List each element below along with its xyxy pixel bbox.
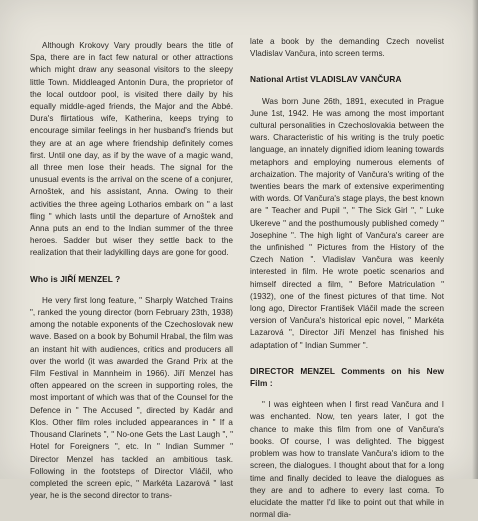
page-edge-shadow [472,0,478,479]
left-column [30,40,233,502]
section-heading-menzel: Who is JIŘÍ MENZEL ? [30,273,121,284]
vancura-bio-paragraph: Was born June 26th, 1891, executed in Prague June 1st, 1942. He was among the most important cultural personalities in Czechoslovakia between the wars. Characteristic of his writing is the truly poetic language, an innately dignified idiom leaning towards metaphors and employing numerous elements of archaization. The majority of Vančura's writing of the twenties bears the mark of extensive experimenting with words. Of Vančura's stage plays, the best known are " Teacher and Pupil ", " The Sick Girl ", " Luke Ukereve " and the posthumously published comedy " Josephine ". The high light of Vančura's career are the unfinished " Pictures from the History of the Czech Nation ". Vladislav Vančura was keenly interested in film. He wrote poetic scenarios and himself directed a film, " Before Matriculation " (1932), one of the finest pictures of that time. Not long ago, Director František Vláčil made the screen version of Vančura's historical epic novel, " Markéta Lazarová ", Director Jiří Menzel has finished his adaptation of " Indian Summer ". [250,96,444,350]
director-comments-paragraph: " I was eighteen when I first read Vančura and I was enchanted. Now, ten years later, I got the chance to make this film from one of Vančura's books. Of course, I was delighted. The biggest problem was how to translate Vančura's idiom to the screen, the dialogues. I thought about that for a long time and finally decided to leave the dialogues as they are and to adhere to every last coma. To elucidate the matter I'd like to point out that while in normal dia- [250,400,444,520]
continued-paragraph: late a book by the demanding Czech novelist Vladislav Vančura, into screen terms. [250,37,444,59]
right-column [250,36,444,521]
section-heading-comments: DIRECTOR MENZEL Comments on his New Film : [250,365,444,389]
section-heading-vancura: National Artist VLADISLAV VANČURA [250,74,402,85]
menzel-bio-paragraph: He very first long feature, " Sharply Watched Trains ", ranked the young director (born February 23th, 1938) among the notable exponents of the Czechoslovak new wave. Based on a book by Bohumil Hrabal, the film was an instant hit with audiences, critics and producers all over the world (it was awarded the Grand Prix at the Film Festival in Mannheim in 1966). Jiří Menzel has often appeared on the screen in supporting roles, the most important of which was that of the Counsel for the Defence in " The Accused ", directed by Kadár and Klos. Other film roles included appearances in " If a Thousand Clarinets ", " No-one Gets the Last Laugh ", " Hotel for Foreigners ", etc. In " Indian Summer " Director Menzel has tackled an ambitious task. Following in the footsteps of Director Vláčil, who completed the screen epic, " Markéta Lazarová " last year, he is the second director to trans- [30,295,233,501]
synopsis-paragraph: Although Krokovy Vary proudly bears the title of Spa, there are in fact few natural or other attractions which might draw any seasonal visitors to the sleepy little Town. Middleaged Antonin Dura, the proprietor of the local outdoor pool, is visited there daily by his equally middle-aged friends, the Major and the Abbé. Dura's flirtatious wife, Katherina, keeps trying to encourage similar feelings in her husband's friends but they are at an age where friendship definitely comes first. Until one day, as if by the wave of a magic wand, all three men lose their heads. The signal for the unusual events is the arrival on the scene of a conjurer, Arnoštek, and his assistant, Anna. Owing to their activities the three ageing Lotharios embark on " a last fling " which lasts until the departure of Arnoštek and Anna puts an end to the Indian summer of the three heroes. Sadder but wiser they settle back to the realization that their ladykilling days are gone for good. [30,41,233,258]
